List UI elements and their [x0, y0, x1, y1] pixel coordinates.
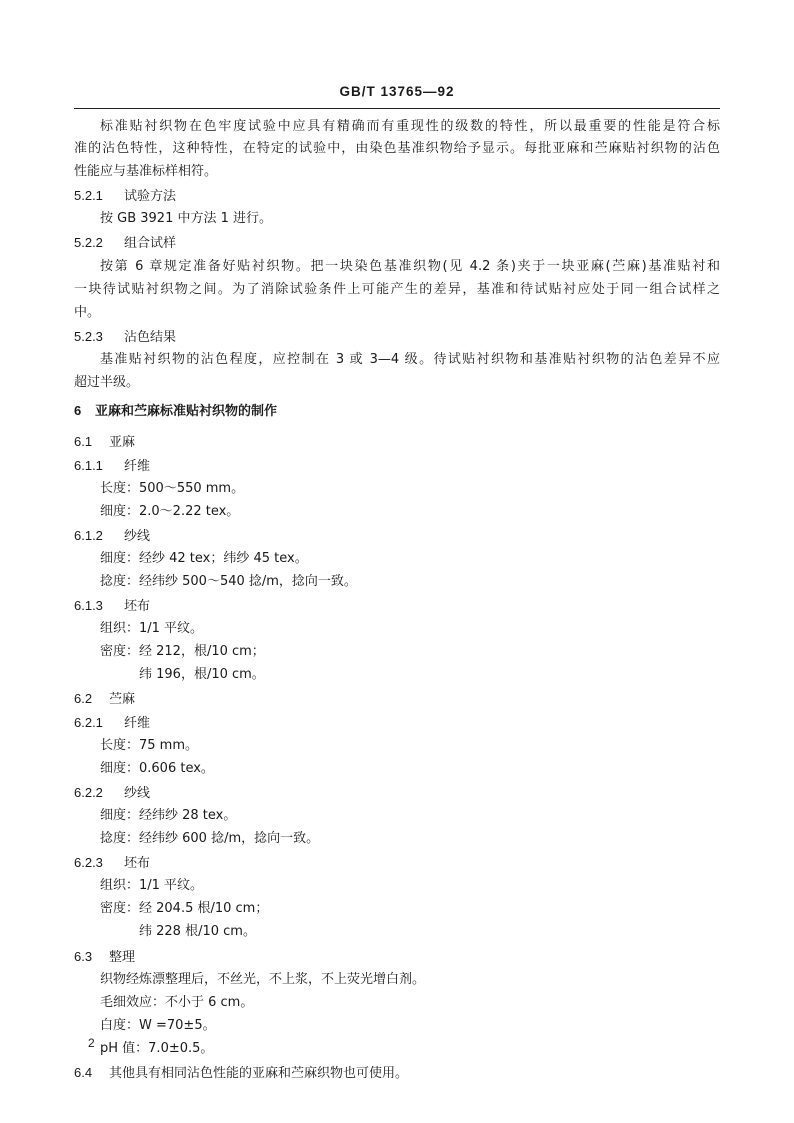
paragraph-line: 基准贴衬织物的沾色程度，应控制在 3 或 3—4 级。待试贴衬织物和基准贴衬织物的沾色差异不应	[100, 352, 720, 367]
spec-line: 织物经炼漂整理后，不丝光，不上浆，不上荧光增白剂。	[100, 972, 426, 987]
section-heading-6-3: 6.3 整理	[74, 949, 136, 965]
section-heading-6-2: 6.2 苎麻	[74, 691, 136, 707]
section-heading-5-2-3: 5.2.3 沾色结果	[74, 329, 177, 345]
spec-line: 长度：500～550 mm。	[100, 481, 245, 496]
page-number: 2	[88, 1036, 95, 1050]
section-heading-6-1: 6.1 亚麻	[74, 434, 136, 450]
section-heading-6-2-2: 6.2.2 纱线	[74, 785, 151, 801]
paragraph-line: 准的沾色特性，这种特性，在特定的试验中，由染色基准织物给予显示。每批亚麻和苎麻贴衬织物的沾色	[74, 141, 720, 156]
paragraph-line: 一块待试贴衬织物之间。为了消除试验条件上可能产生的差异，基准和待试贴衬应处于同一组合试样之	[74, 282, 720, 297]
section-heading-5-2-1: 5.2.1 试验方法	[74, 188, 177, 204]
chapter-heading-6: 6 亚麻和苎麻标准贴衬织物的制作	[74, 403, 278, 419]
section-heading-6-4: 6.4 其他具有相同沾色性能的亚麻和苎麻织物也可使用。	[74, 1065, 409, 1081]
spec-line: 细度：2.0～2.22 tex。	[100, 504, 240, 519]
section-heading-5-2-2: 5.2.2 组合试样	[74, 235, 177, 251]
spec-line: 纬 196，根/10 cm。	[139, 667, 265, 682]
paragraph-line: 超过半级。	[74, 375, 140, 390]
spec-line: 捻度：经纬纱 500～540 捻/m，捻向一致。	[100, 574, 357, 589]
header-rule	[74, 108, 720, 109]
spec-line: 纬 228 根/10 cm。	[139, 924, 256, 939]
spec-line: pH 值：7.0±0.5。	[100, 1041, 214, 1056]
section-heading-6-1-3: 6.1.3 坯布	[74, 598, 151, 614]
spec-line: 密度：经 204.5 根/10 cm；	[100, 901, 269, 916]
spec-line: 密度：经 212，根/10 cm；	[100, 644, 265, 659]
spec-line: 毛细效应：不小于 6 cm。	[100, 995, 254, 1010]
paragraph-line: 按 GB 3921 中方法 1 进行。	[100, 211, 273, 226]
spec-line: 细度：经纬纱 28 tex。	[100, 808, 237, 823]
paragraph-line: 按第 6 章规定准备好贴衬织物。把一块染色基准织物(见 4.2 条)夹于一块亚麻(苎麻)基准贴衬和	[100, 259, 720, 274]
spec-line: 捻度：经纬纱 600 捻/m，捻向一致。	[100, 831, 320, 846]
paragraph-line: 中。	[74, 305, 101, 320]
spec-line: 细度：0.606 tex。	[100, 761, 214, 776]
spec-line: 白度：W =70±5。	[100, 1018, 216, 1033]
section-heading-6-1-1: 6.1.1 纤维	[74, 458, 151, 474]
section-heading-6-2-1: 6.2.1 纤维	[74, 715, 151, 731]
section-heading-6-2-3: 6.2.3 坯布	[74, 855, 151, 871]
paragraph-line: 标准贴衬织物在色牢度试验中应具有精确而有重现性的级数的特性，所以最重要的性能是符合标	[100, 119, 720, 134]
spec-line: 组织：1/1 平纹。	[100, 878, 204, 893]
paragraph-line: 性能应与基准标样相符。	[74, 164, 218, 179]
standard-number-header: GB/T 13765—92	[339, 84, 455, 99]
spec-line: 细度：经纱 42 tex；纬纱 45 tex。	[100, 551, 308, 566]
section-heading-6-1-2: 6.1.2 纱线	[74, 528, 151, 544]
spec-line: 长度：75 mm。	[100, 738, 199, 753]
spec-line: 组织：1/1 平纹。	[100, 621, 204, 636]
